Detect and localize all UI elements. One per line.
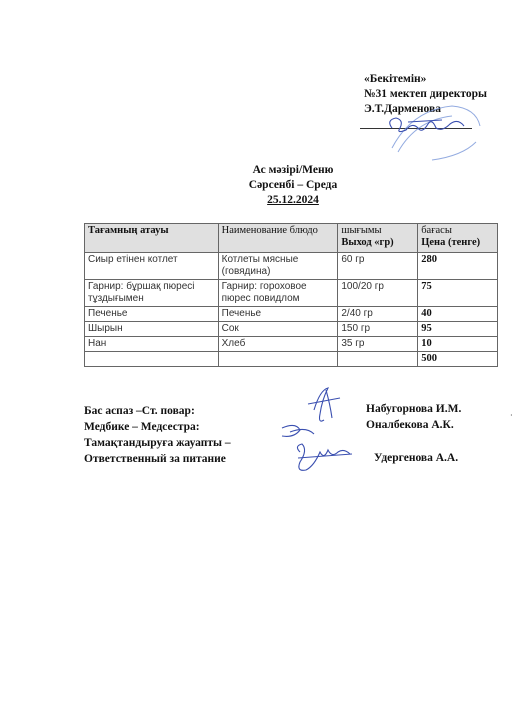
nurse-name: Оналбекова А.К. xyxy=(366,419,454,431)
dish-price: 95 xyxy=(418,322,498,337)
cook-name: Набугорнова И.М. xyxy=(366,403,462,415)
dish-ru: Хлеб xyxy=(218,337,338,352)
responsible-role-kz: Тамақтандыруға жауапты – xyxy=(84,437,231,449)
dish-yield: 2/40 гр xyxy=(338,307,418,322)
menu-heading xyxy=(0,163,524,208)
dish-ru: Гарнир: гороховое пюрес повидлом xyxy=(218,280,338,307)
menu-title: Ас мәзірі/Меню xyxy=(252,164,334,176)
header-price xyxy=(418,224,498,253)
dish-price: 10 xyxy=(418,337,498,352)
header-dish-ru: Наименование блюдо xyxy=(218,224,338,253)
menu-table xyxy=(84,223,498,367)
total-price: 500 xyxy=(418,352,498,367)
handwritten-signatures-icon xyxy=(270,380,370,490)
approval-name: Э.Т.Дарменова xyxy=(364,103,441,115)
cook-role: Бас аспаз –Ст. повар: xyxy=(84,405,195,417)
table-row xyxy=(85,280,498,307)
dish-kz: Шырын xyxy=(85,322,219,337)
dish-yield: 60 гр xyxy=(338,253,418,280)
dish-ru: Сок xyxy=(218,322,338,337)
approval-position: №31 мектеп директоры xyxy=(364,88,487,100)
dish-price: 75 xyxy=(418,280,498,307)
dish-yield: 150 гр xyxy=(338,322,418,337)
dish-yield: 100/20 гр xyxy=(338,280,418,307)
stamp-seal-icon xyxy=(372,98,482,168)
staff-roles xyxy=(84,403,231,467)
dish-price: 40 xyxy=(418,307,498,322)
menu-date: 25.12.2024 xyxy=(267,194,319,206)
dish-kz: Нан xyxy=(85,337,219,352)
header-yield-kz: шығымы xyxy=(341,225,382,236)
header-price-ru: Цена (тенге) xyxy=(421,237,481,248)
dish-price: 280 xyxy=(418,253,498,280)
dish-kz: Сиыр етінен котлет xyxy=(85,253,219,280)
table-header-row xyxy=(85,224,498,253)
nurse-role: Медбике – Медсестра: xyxy=(84,421,200,433)
table-row xyxy=(85,253,498,280)
header-price-kz: бағасы xyxy=(421,225,452,236)
responsible-role-ru: Ответственный за питание xyxy=(84,453,226,465)
dish-yield: 35 гр xyxy=(338,337,418,352)
responsible-name: Удергенова А.А. xyxy=(374,452,459,464)
menu-day: Сәрсенбі – Среда xyxy=(248,179,338,191)
dish-ru: Котлеты мясные (говядина) xyxy=(218,253,338,280)
dish-kz: Печенье xyxy=(85,307,219,322)
header-yield-ru: Выход «гр) xyxy=(341,237,394,248)
approval-title: «Бекітемін» xyxy=(364,73,427,85)
dish-kz: Гарнир: бұршақ пюресі тұздығымен xyxy=(85,280,219,307)
table-row xyxy=(85,337,498,352)
header-dish-kz: Тағамның атауы xyxy=(85,224,219,253)
header-yield xyxy=(338,224,418,253)
stray-mark: · xyxy=(510,411,513,420)
table-row xyxy=(85,307,498,322)
table-row xyxy=(85,322,498,337)
dish-ru: Печенье xyxy=(218,307,338,322)
table-total-row xyxy=(85,352,498,367)
